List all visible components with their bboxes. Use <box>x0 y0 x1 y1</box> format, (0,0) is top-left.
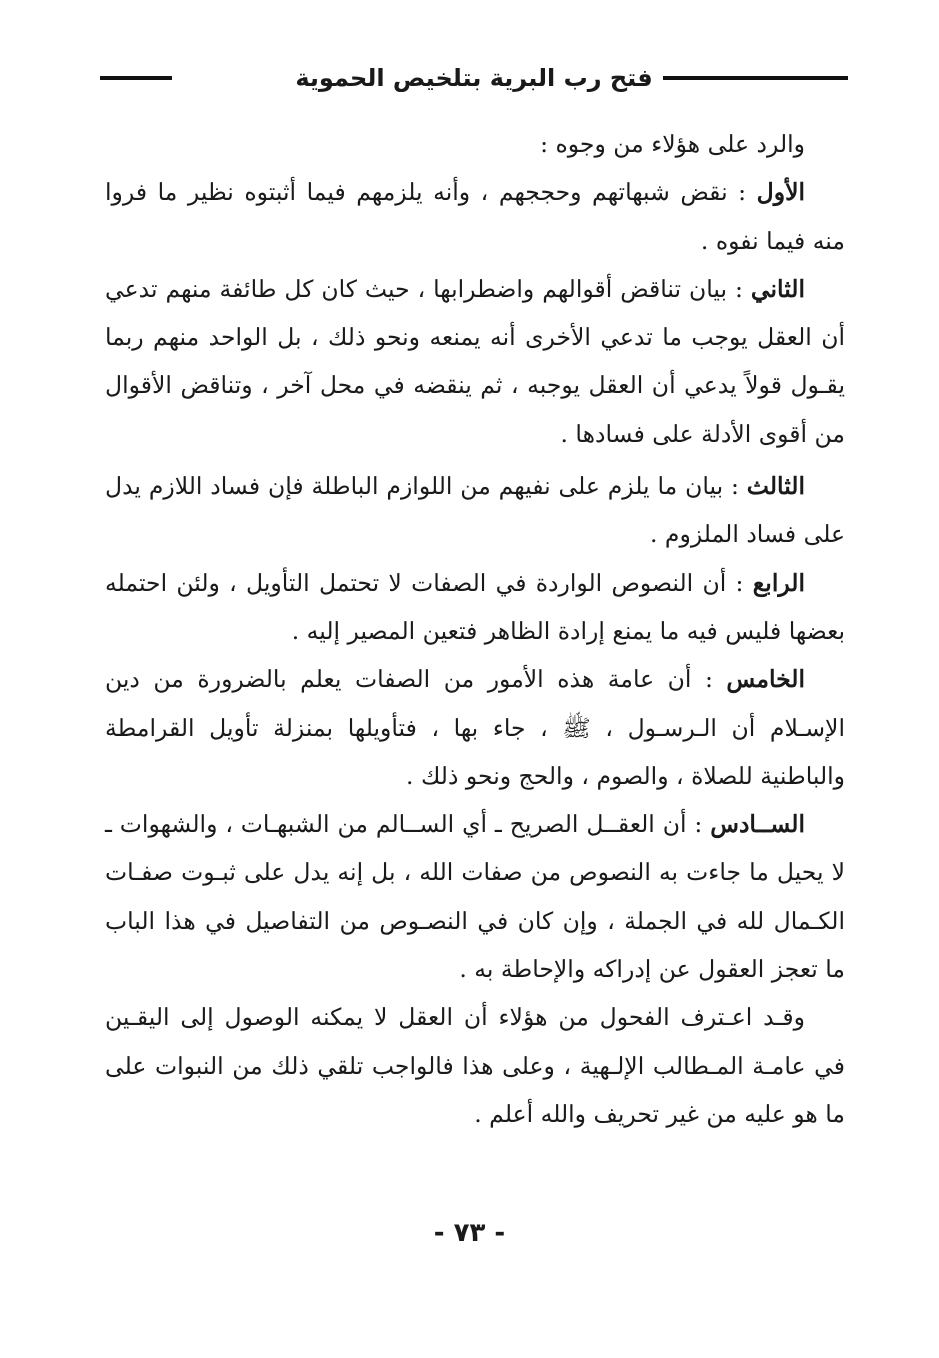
paragraph-text: وقـد اعـترف الفحول من هؤلاء أن العقل لا يمكنه الوصول إلى اليقـين في عامـة المـطالب الإلـهية ، وعلى هذا فالواجب تلقي ذلك من النبوات على ما هو عليه من غير تحريف والله أعلم . <box>105 1003 845 1128</box>
paragraph-third <box>105 462 845 559</box>
paragraph-label: الرابع <box>752 568 805 597</box>
page-number: - ٧٣ - <box>433 1218 506 1248</box>
paragraph-label: الأول <box>756 178 805 207</box>
paragraph-text: : أن عامة هذه الأمور من الصفات يعلم بالضرورة من دين الإسـلام أن الـرسـول ، ﷺ ، جاء بها ، فتأويلها بمنزلة تأويل القرامطة والباطنية للصلاة ، والصوم ، والحج ونحو ذلك . <box>105 665 845 790</box>
paragraph-conclusion <box>105 993 845 1138</box>
paragraph-sixth <box>105 800 845 993</box>
paragraph-text: : بيان ما يلزم على نفيهم من اللوازم الباطلة فإن فساد اللازم يدل على فساد الملزوم . <box>105 472 845 549</box>
paragraph-fourth <box>105 559 845 656</box>
paragraph-label: الثاني <box>750 274 805 303</box>
paragraph-text: : أن العقــل الصريح ـ أي الســالم من الشبهـات ، والشهوات ـ لا يحيل ما جاءت به النصوص من صفات الله ، بل إنه يدل على ثبـوت صفـات الكـمال لله في الجملة ، وإن كان في النصـوص من التفاصيل في هذا الباب ما تعجز العقول عن إدراكه والإحاطة به . <box>105 810 845 984</box>
body-text <box>105 120 845 1138</box>
header-rule-left <box>100 76 172 80</box>
paragraph-first <box>105 168 845 265</box>
paragraph-second <box>105 265 845 458</box>
paragraph-text: : بيان تناقض أقوالهم واضطرابها ، حيث كان كل طائفة منهم تدعي أن العقل يوجب ما تدعي الأخرى أنه يمنعه ونحو ذلك ، بل الواحد منهم ربما يقـول قولاً يدعي أن العقل يوجبه ، ثم ينقضه في محل آخر ، وتناقض الأقوال من أقوى الأدلة على فسادها . <box>105 274 845 448</box>
header-title: فتح رب البرية بتلخيص الحموية <box>285 64 662 92</box>
paragraph-label: الســادس <box>710 810 805 839</box>
paragraph-text: والرد على هؤلاء من وجوه : <box>540 130 805 158</box>
paragraph-label: الخامس <box>726 665 805 694</box>
paragraph-text: : أن النصوص الواردة في الصفات لا تحتمل التأويل ، ولئن احتمله بعضها فليس فيه ما يمنع إرادة الظاهر فتعين المصير إليه . <box>105 568 845 645</box>
paragraph-fifth <box>105 655 845 800</box>
paragraph-label: الثالث <box>746 472 805 501</box>
paragraph-text: : نقض شبهاتهم وحججهم ، وأنه يلزمهم فيما أثبتوه نظير ما فروا منه فيما نفوه . <box>105 178 845 255</box>
running-header <box>100 58 848 98</box>
paragraph-intro <box>105 120 845 168</box>
